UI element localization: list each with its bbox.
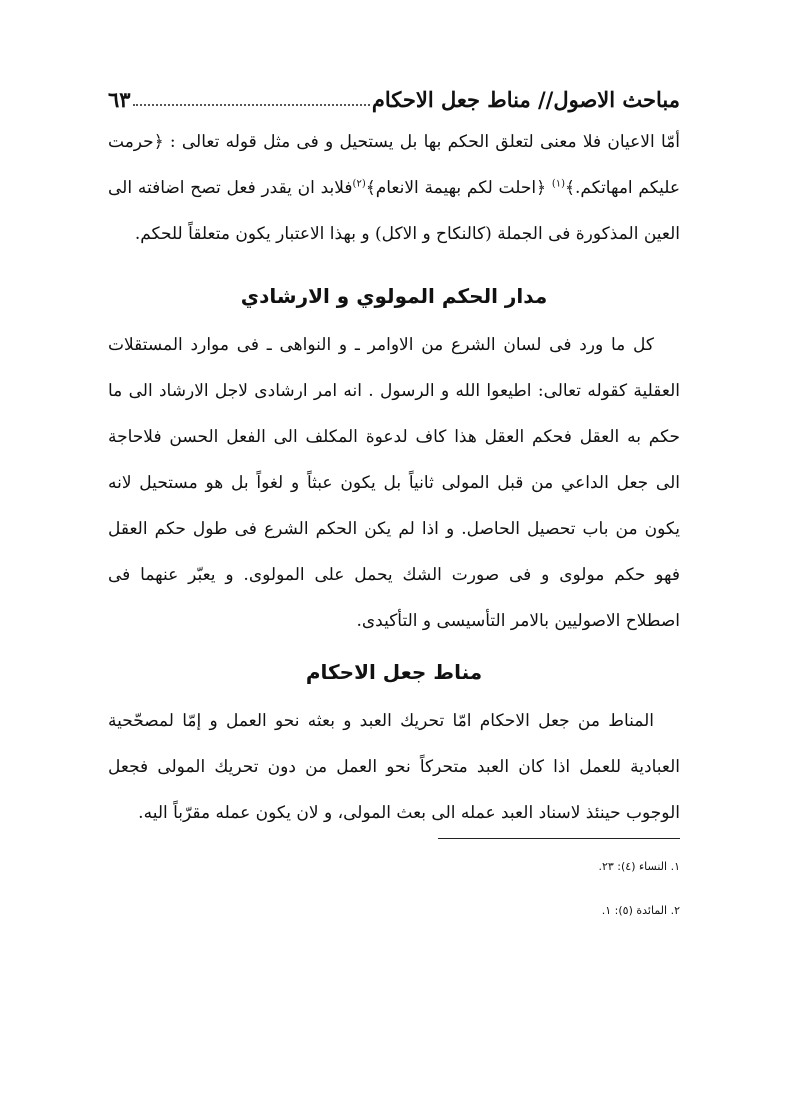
footnote-divider (438, 838, 680, 839)
section-heading-manat: مناط جعل الاحكام (305, 660, 483, 684)
running-title: مباحث الاصول// مناط جعل الاحكام (371, 87, 680, 112)
intro-paragraph (108, 119, 680, 257)
footnote-ref-2: (٢) (352, 178, 366, 190)
section-paragraph-manat: المناط من جعل الاحكام امّا تحريك العبد و بعثه نحو العمل و إمّا لمصحّحية العبادية للعمل اذا كان العبد متحركاً نحو العمل من دون تحريك المولى فجعل الوجوب حينئذ لاسناد العبد عمله الى بعث المولى، و لان يكون عمله مقرّباً اليه. (108, 711, 680, 823)
section-heading-mawlawi: مدار الحكم المولوي و الارشادي (240, 284, 548, 308)
intro-text-a: أمّا الاعيان فلا معنى لتعلق الحكم بها بل يستحيل و فى مثل قوله تعالى : ﴿حرمت عليكم امهاتكم.﴾ (108, 132, 680, 198)
section-paragraph-mawlawi: كل ما ورد فى لسان الشرع من الاوامر ـ و النواهى ـ فى موارد المستقلات العقلية كقوله تعالى: اطيعوا الله و الرسول . انه امر ارشادى لاجل الارشاد الى ما حكم به العقل فحكم العقل هذا كاف لدعوة المكلف الى الفعل الحسن فلاحاجة الى جعل الداعي من قبل المولى ثانياً بل يكون عبثاً و لغواً بل هو مستحيل لانه يكون من باب تحصيل الحاصل. و اذا لم يكن الحكم الشرع فى طول حكم العقل فهو حكم مولوى و فى صورت الشك يحمل على المولوى. و يعبّر عنهما فى اصطلاح الاصوليين بالامر التأسيسى و التأكيدى. (108, 335, 680, 631)
page-header (108, 70, 680, 110)
footnote-2: ٢. المائدة (٥): ١. (601, 904, 680, 917)
page-number: ٦٣ (108, 87, 131, 112)
footnote-ref-1: (١) (551, 178, 565, 190)
footnote-1: ١. النساء (٤): ٢٣. (598, 860, 680, 873)
intro-text-b: ﴿احلت لكم بهيمة الانعام﴾ (365, 178, 552, 198)
dotted-leader (133, 104, 370, 106)
intro-text-c: فلابد ان يقدر فعل تصح اضافته الى العين المذكورة فى الجملة (كالنكاح و الاكل) و بهذا الاعتبار يكون متعلقاً للحكم. (108, 178, 680, 244)
